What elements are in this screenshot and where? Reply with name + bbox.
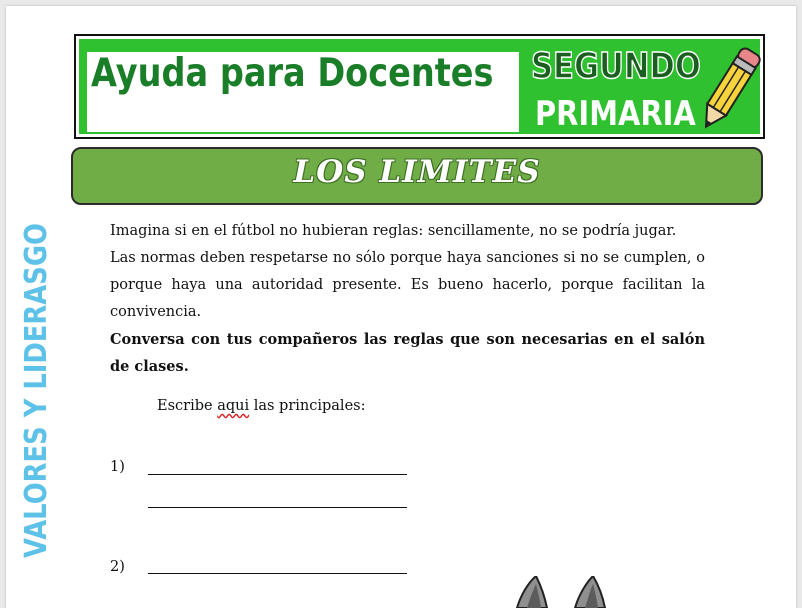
prompt-before: Escribe [157,398,218,414]
banner-background [79,39,760,134]
answer-line-1a [148,474,407,475]
answer-line-1b [148,507,407,508]
answer-line-2 [148,573,407,574]
item-number-1: 1) [110,459,125,475]
answer-prompt [157,398,365,414]
side-label [19,169,54,559]
banner-level: PRIMARIA [535,94,696,134]
instruction-text: Conversa con tus compañeros las reglas que son necesarias en el salón de clases. [110,331,705,375]
body-text [110,218,705,380]
document-page [6,6,796,608]
animal-ears-illustration [511,576,621,608]
spellcheck-flagged-word[interactable]: aqui [217,398,250,414]
item-number-2: 2) [110,559,125,575]
header-banner [74,34,765,139]
paragraph-2: Las normas deben respetarse no sólo porque haya sanciones si no se cumplen, o porque haya una autoridad presente. Es bueno hacerlo, porque facilitan la convivencia. [110,250,705,320]
side-label-text: VALORES Y LIDERASGO [19,223,54,558]
banner-grade: SEGUNDO [531,46,701,87]
section-title: LOS LIMITES [293,154,541,190]
paragraph-1: Imagina si en el fútbol no hubieran reglas: sencillamente, no se podría jugar. [110,223,677,239]
prompt-after: las principales: [249,398,366,414]
banner-title: Ayuda para Docentes [91,51,494,96]
section-title-bar [71,147,763,205]
pencil-icon [697,39,761,137]
